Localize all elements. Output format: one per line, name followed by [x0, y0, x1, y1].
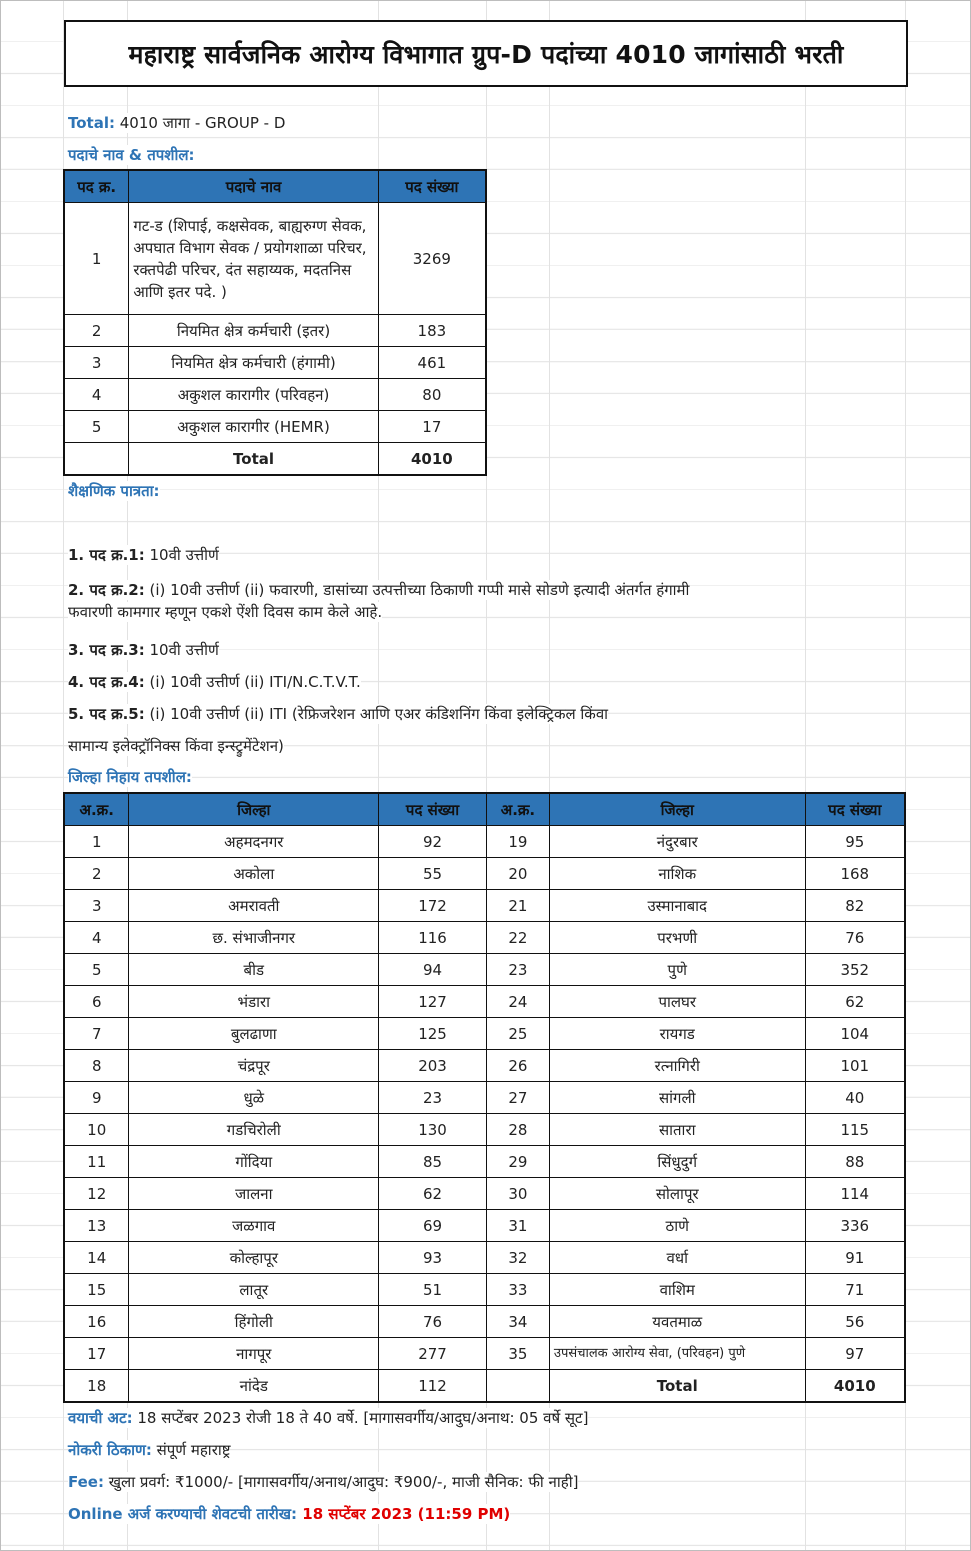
qualification-2: [68, 580, 689, 600]
district-count: 130: [379, 1114, 487, 1146]
district-sr-no: 16: [64, 1306, 129, 1338]
district-name: नागपूर: [129, 1338, 379, 1370]
district-sr-no: 19: [486, 826, 549, 858]
table-row: [64, 1242, 905, 1274]
header-district: जिल्हा: [129, 793, 379, 826]
header-count: पद संख्या: [379, 793, 487, 826]
post-name: अकुशल कारागीर (HEMR): [129, 411, 378, 443]
district-total-label: Total: [549, 1370, 805, 1403]
qualification-label: 3. पद क्र.3:: [68, 641, 145, 659]
table-row: [64, 890, 905, 922]
header-sr-no-2: अ.क्र.: [486, 793, 549, 826]
table-row: [64, 315, 486, 347]
qualification-5: [68, 704, 608, 724]
qualification-heading: शैक्षणिक पात्रता:: [68, 482, 160, 500]
district-sr-no: 5: [64, 954, 129, 986]
district-name: रायगड: [549, 1018, 805, 1050]
district-count: 125: [379, 1018, 487, 1050]
district-count: 112: [379, 1370, 487, 1403]
table-row: [64, 1178, 905, 1210]
district-total-value: 4010: [805, 1370, 905, 1403]
district-sr-no: 6: [64, 986, 129, 1018]
post-no: 2: [64, 315, 129, 347]
district-table-header: [64, 793, 905, 826]
district-sr-no: 34: [486, 1306, 549, 1338]
district-name: यवतमाळ: [549, 1306, 805, 1338]
district-count: 93: [379, 1242, 487, 1274]
table-row: [64, 411, 486, 443]
header-district-2: जिल्हा: [549, 793, 805, 826]
district-count: 92: [379, 826, 487, 858]
post-count: 80: [378, 379, 486, 411]
table-row: [64, 1146, 905, 1178]
district-name: हिंगोली: [129, 1306, 379, 1338]
posts-total-label: Total: [129, 443, 378, 476]
district-name: अमरावती: [129, 890, 379, 922]
post-name: नियमित क्षेत्र कर्मचारी (इतर): [129, 315, 378, 347]
district-name: छ. संभाजीनगर: [129, 922, 379, 954]
post-no: 4: [64, 379, 129, 411]
district-name: पुणे: [549, 954, 805, 986]
job-location: [68, 1440, 230, 1460]
district-count: 55: [379, 858, 487, 890]
district-sr-no: 33: [486, 1274, 549, 1306]
district-count: 114: [805, 1178, 905, 1210]
district-name: चंद्रपूर: [129, 1050, 379, 1082]
fee-text: खुला प्रवर्ग: ₹1000/- [मागासवर्गीय/अनाथ/आदुघ: ₹900/-, माजी सैनिक: फी नाही]: [103, 1473, 579, 1491]
district-count: 104: [805, 1018, 905, 1050]
district-count: 76: [805, 922, 905, 954]
district-name: उपसंचालक आरोग्य सेवा, (परिवहन) पुणे: [549, 1338, 805, 1370]
header-post-count: पद संख्या: [378, 170, 486, 203]
district-sr-no: 28: [486, 1114, 549, 1146]
district-name: रत्नागिरी: [549, 1050, 805, 1082]
district-sr-no: 9: [64, 1082, 129, 1114]
district-name: वाशिम: [549, 1274, 805, 1306]
district-name: लातूर: [129, 1274, 379, 1306]
header-post-no: पद क्र.: [64, 170, 129, 203]
district-name: नांदेड: [129, 1370, 379, 1403]
qualification-text: 10वी उत्तीर्ण: [144, 641, 219, 659]
district-name: भंडारा: [129, 986, 379, 1018]
table-row: [64, 347, 486, 379]
post-no: 5: [64, 411, 129, 443]
district-name: गडचिरोली: [129, 1114, 379, 1146]
table-row: [64, 379, 486, 411]
district-sr-no: 11: [64, 1146, 129, 1178]
district-name: जालना: [129, 1178, 379, 1210]
header-sr-no: अ.क्र.: [64, 793, 129, 826]
district-sr-no: 32: [486, 1242, 549, 1274]
district-name: सातारा: [549, 1114, 805, 1146]
table-row: [64, 1114, 905, 1146]
post-count: 183: [378, 315, 486, 347]
district-name: नाशिक: [549, 858, 805, 890]
district-count: 203: [379, 1050, 487, 1082]
age-text: 18 सप्टेंबर 2023 रोजी 18 ते 40 वर्षे. [मागासवर्गीय/आदुघ/अनाथ: 05 वर्षे सूट]: [132, 1409, 589, 1427]
district-count: 88: [805, 1146, 905, 1178]
qualification-3: [68, 640, 219, 660]
table-row: [64, 986, 905, 1018]
district-sr-no: 30: [486, 1178, 549, 1210]
district-count: 116: [379, 922, 487, 954]
district-count: 94: [379, 954, 487, 986]
district-sr-no: 20: [486, 858, 549, 890]
district-count: 76: [379, 1306, 487, 1338]
table-row: [64, 1274, 905, 1306]
district-name: उस्मानाबाद: [549, 890, 805, 922]
district-sr-no: 7: [64, 1018, 129, 1050]
district-count: 85: [379, 1146, 487, 1178]
district-sr-no: 22: [486, 922, 549, 954]
district-count: 277: [379, 1338, 487, 1370]
qualification-label: 1. पद क्र.1:: [68, 546, 145, 564]
district-name: पालघर: [549, 986, 805, 1018]
district-heading: जिल्हा निहाय तपशील:: [68, 768, 192, 786]
table-row: [64, 203, 486, 315]
district-sr-no: 13: [64, 1210, 129, 1242]
district-name: अहमदनगर: [129, 826, 379, 858]
district-sr-no: 15: [64, 1274, 129, 1306]
post-no: 1: [64, 203, 129, 315]
table-row: [64, 922, 905, 954]
qualification-2-cont: फवारणी कामगार म्हणून एकशे ऐंशी दिवस काम केले आहे.: [68, 603, 383, 621]
post-count: 461: [378, 347, 486, 379]
district-count: 91: [805, 1242, 905, 1274]
page-title: महाराष्ट्र सार्वजनिक आरोग्य विभागात ग्रुप-D पदांच्या 4010 जागांसाठी भरती: [64, 20, 908, 87]
posts-table-header: [64, 170, 486, 203]
table-row: [64, 1050, 905, 1082]
district-sr-no: 23: [486, 954, 549, 986]
qualification-label: 2. पद क्र.2:: [68, 581, 145, 599]
district-count: 40: [805, 1082, 905, 1114]
district-sr-no: 25: [486, 1018, 549, 1050]
header-count-2: पद संख्या: [805, 793, 905, 826]
district-name: परभणी: [549, 922, 805, 954]
district-sr-no: 10: [64, 1114, 129, 1146]
district-sr-no: 2: [64, 858, 129, 890]
district-count: 71: [805, 1274, 905, 1306]
district-sr-no: 27: [486, 1082, 549, 1114]
district-count: 95: [805, 826, 905, 858]
table-row: [64, 1018, 905, 1050]
district-sr-no: 29: [486, 1146, 549, 1178]
district-count: 101: [805, 1050, 905, 1082]
district-count: 352: [805, 954, 905, 986]
deadline-label: Online अर्ज करण्याची शेवटची तारीख:: [68, 1505, 298, 1523]
qualification-label: 4. पद क्र.4:: [68, 673, 145, 691]
district-count: 172: [379, 890, 487, 922]
table-row: [64, 1210, 905, 1242]
total-label: Total:: [68, 114, 115, 132]
district-sr-no: 18: [64, 1370, 129, 1403]
qualification-text: (i) 10वी उत्तीर्ण (ii) फवारणी, डासांच्या उत्पत्तीच्या ठिकाणी गप्पी मासे सोडणे इत्यादी अंतर्गत हंगामी: [144, 581, 690, 599]
district-name: बीड: [129, 954, 379, 986]
district-count: 97: [805, 1338, 905, 1370]
qualification-text: (i) 10वी उत्तीर्ण (ii) ITI (रेफ्रिजरेशन आणि एअर कंडिशनिंग किंवा इलेक्ट्रिकल किंवा: [144, 705, 609, 723]
district-count: 56: [805, 1306, 905, 1338]
district-name: सिंधुदुर्ग: [549, 1146, 805, 1178]
district-name: नंदुरबार: [549, 826, 805, 858]
table-row: [64, 858, 905, 890]
district-name: सोलापूर: [549, 1178, 805, 1210]
district-name: वर्धा: [549, 1242, 805, 1274]
district-table: [63, 792, 906, 1403]
district-name: कोल्हापूर: [129, 1242, 379, 1274]
district-count: 62: [379, 1178, 487, 1210]
district-sr-no: [486, 1370, 549, 1403]
table-row: [64, 826, 905, 858]
district-sr-no: 4: [64, 922, 129, 954]
district-sr-no: 35: [486, 1338, 549, 1370]
district-sr-no: 17: [64, 1338, 129, 1370]
posts-heading: पदाचे नाव & तपशील:: [68, 146, 195, 164]
district-count: 127: [379, 986, 487, 1018]
district-count: 23: [379, 1082, 487, 1114]
age-limit: [68, 1408, 588, 1428]
district-name: सांगली: [549, 1082, 805, 1114]
district-name: जळगाव: [129, 1210, 379, 1242]
fee: [68, 1472, 578, 1492]
total-line: [68, 113, 285, 133]
location-label: नोकरी ठिकाण:: [68, 1441, 152, 1459]
district-count: 69: [379, 1210, 487, 1242]
district-count: 115: [805, 1114, 905, 1146]
empty-cell: [64, 443, 129, 476]
post-name: अकुशल कारागीर (परिवहन): [129, 379, 378, 411]
district-sr-no: 12: [64, 1178, 129, 1210]
district-count: 62: [805, 986, 905, 1018]
district-sr-no: 31: [486, 1210, 549, 1242]
district-count: 168: [805, 858, 905, 890]
district-sr-no: 26: [486, 1050, 549, 1082]
district-sr-no: 1: [64, 826, 129, 858]
district-name: अकोला: [129, 858, 379, 890]
header-post-name: पदाचे नाव: [129, 170, 378, 203]
post-name: नियमित क्षेत्र कर्मचारी (हंगामी): [129, 347, 378, 379]
table-row: [64, 954, 905, 986]
district-name: धुळे: [129, 1082, 379, 1114]
district-name: ठाणे: [549, 1210, 805, 1242]
district-count: 336: [805, 1210, 905, 1242]
posts-total-value: 4010: [378, 443, 486, 476]
qualification-1: [68, 545, 219, 565]
district-count: 82: [805, 890, 905, 922]
total-value: 4010 जागा - GROUP - D: [119, 114, 286, 132]
table-row: [64, 1338, 905, 1370]
district-sr-no: 3: [64, 890, 129, 922]
posts-table: [63, 169, 487, 476]
location-text: संपूर्ण महाराष्ट्र: [151, 1441, 231, 1459]
table-row: [64, 1306, 905, 1338]
district-sr-no: 21: [486, 890, 549, 922]
qualification-text: 10वी उत्तीर्ण: [144, 546, 219, 564]
deadline: [68, 1504, 510, 1524]
post-name: गट-ड (शिपाई, कक्षसेवक, बाह्यरुग्ण सेवक, अपघात विभाग सेवक / प्रयोगशाळा परिचर, रक्तपेढी परिचर, दंत सहाय्यक, मदतनिस आणि इतर पदे. ): [129, 203, 378, 315]
qualification-5-cont: सामान्य इलेक्ट्रॉनिक्स किंवा इन्स्ट्रुमेंटेशन): [68, 737, 284, 755]
district-total-row: [64, 1370, 905, 1403]
district-sr-no: 24: [486, 986, 549, 1018]
qualification-label: 5. पद क्र.5:: [68, 705, 145, 723]
table-row: [64, 1082, 905, 1114]
fee-label: Fee:: [68, 1473, 104, 1491]
post-no: 3: [64, 347, 129, 379]
district-sr-no: 8: [64, 1050, 129, 1082]
deadline-text: 18 सप्टेंबर 2023 (11:59 PM): [297, 1505, 511, 1523]
age-label: वयाची अट:: [68, 1409, 133, 1427]
post-count: 17: [378, 411, 486, 443]
district-name: गोंदिया: [129, 1146, 379, 1178]
qualification-4: [68, 672, 361, 692]
district-sr-no: 14: [64, 1242, 129, 1274]
posts-total-row: [64, 443, 486, 476]
post-count: 3269: [378, 203, 486, 315]
district-count: 51: [379, 1274, 487, 1306]
qualification-text: (i) 10वी उत्तीर्ण (ii) ITI/N.C.T.V.T.: [144, 673, 361, 691]
district-name: बुलढाणा: [129, 1018, 379, 1050]
